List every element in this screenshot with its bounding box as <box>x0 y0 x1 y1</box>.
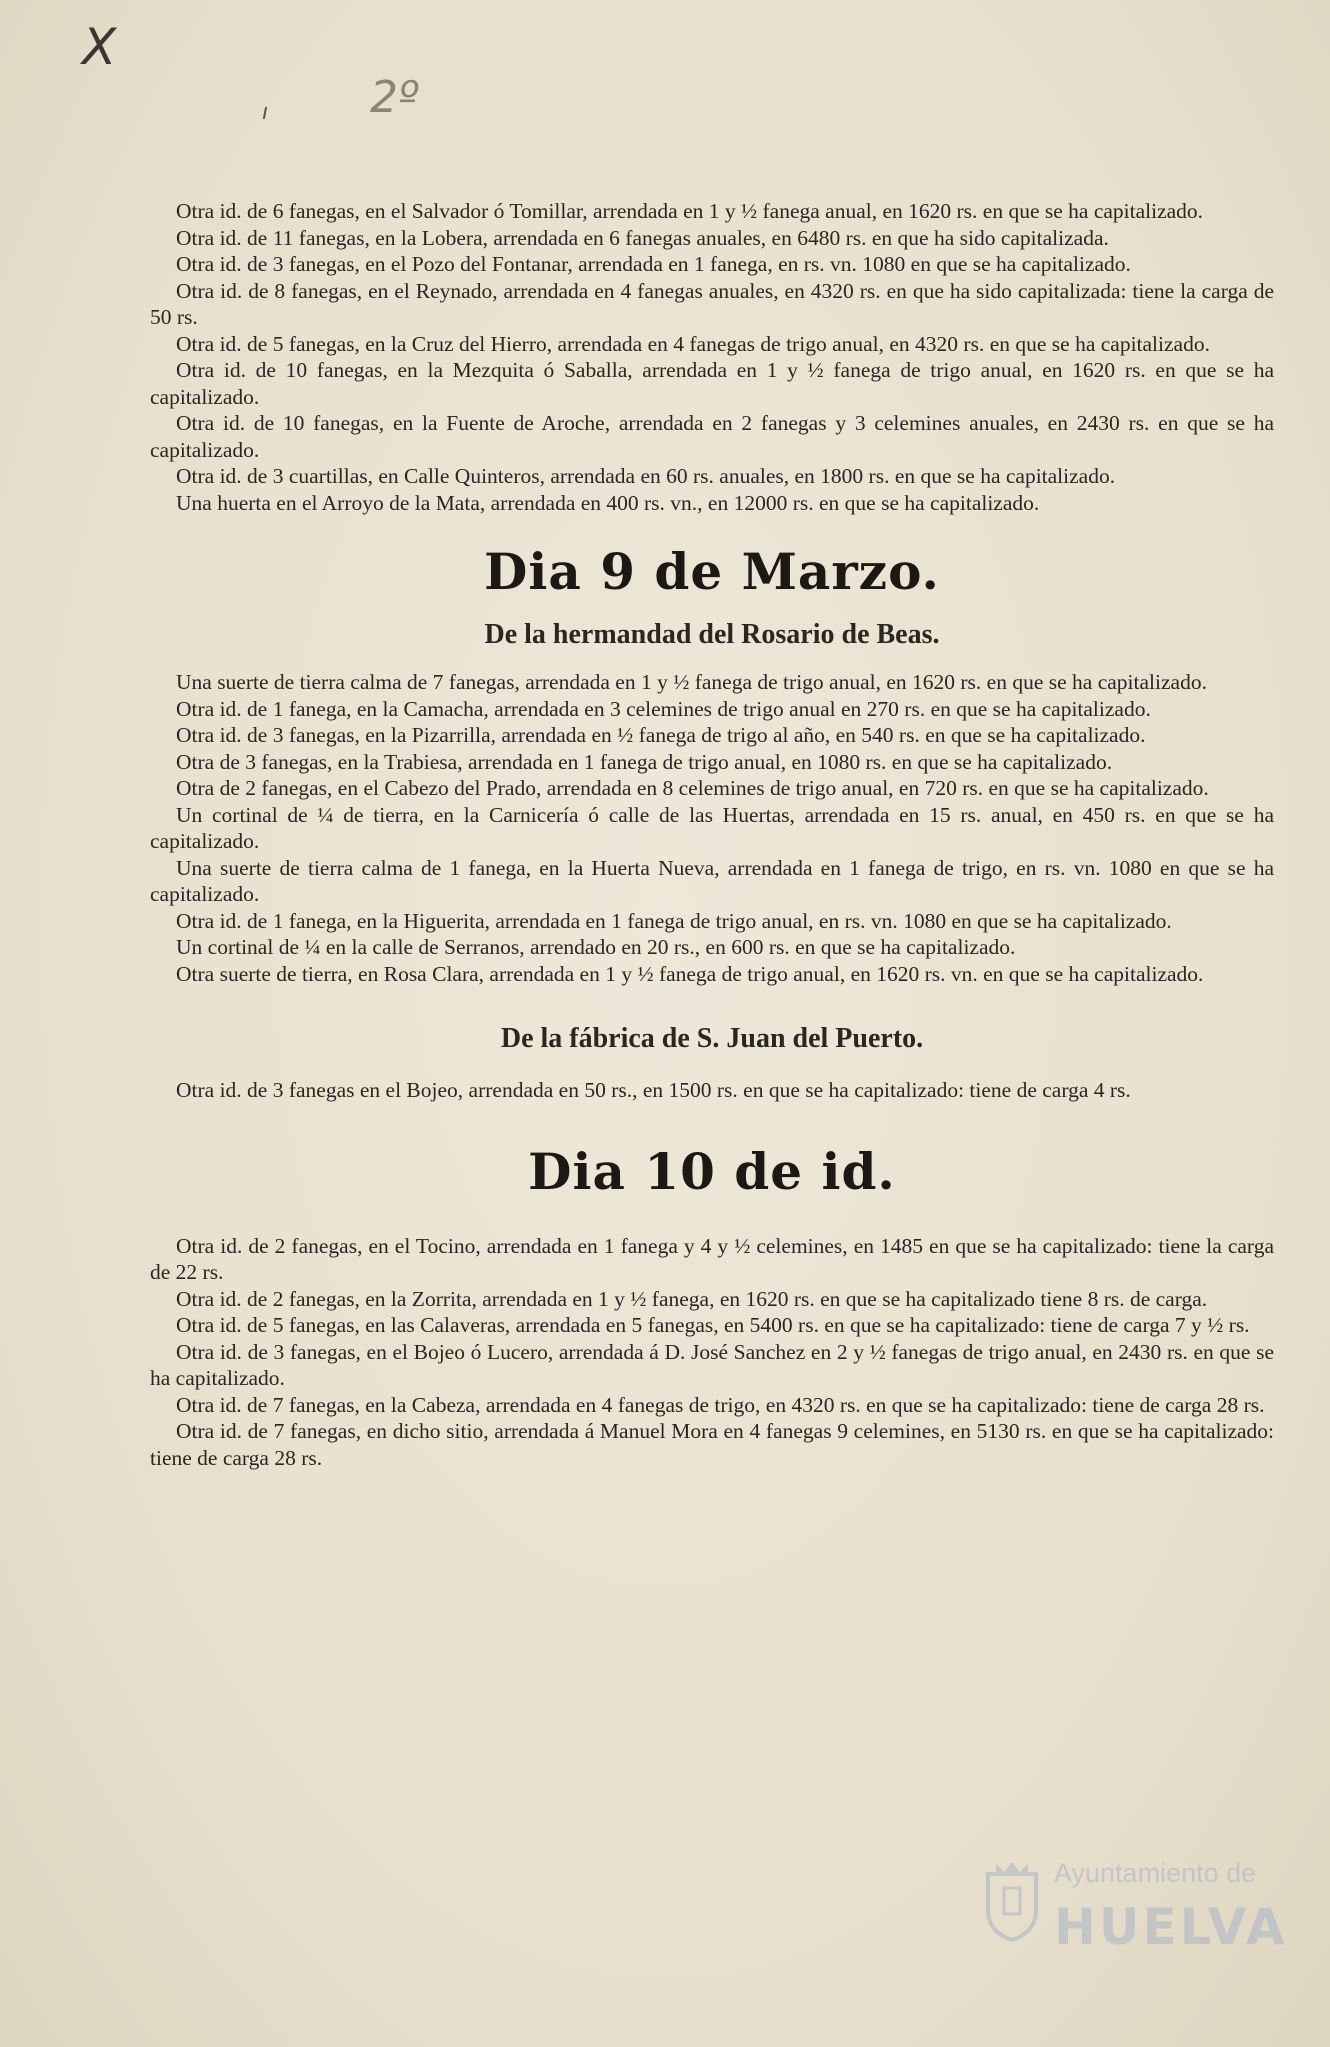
entry: Un cortinal de ¼ de tierra, en la Carnicería ó calle de las Huertas, arrendada en 15 rs. anual, en 450 rs. en que se ha capitalizado. <box>150 802 1274 853</box>
entry: Una suerte de tierra calma de 7 fanegas, arrendada en 1 y ½ fanega de trigo anual, en 1620 rs. en que se ha capitalizado. <box>176 670 1207 694</box>
entry: Otra id. de 2 fanegas, en la Zorrita, arrendada en 1 y ½ fanega, en 1620 rs. en que se ha capitalizado tiene 8 rs. de carga. <box>176 1286 1208 1311</box>
section-heading-rosario-beas: De la hermandad del Rosario de Beas. <box>484 619 940 650</box>
crest-icon <box>982 1860 1042 1942</box>
entry: Una suerte de tierra calma de 1 fanega, en la Huerta Nueva, arrendada en 1 fanega de trigo, en rs. vn. 1080 en que se ha capitalizado. <box>150 855 1274 906</box>
day-heading-10-id: Dia 10 de id. <box>528 1141 896 1201</box>
entry: Otra id. de 6 fanegas, en el Salvador ó Tomillar, arrendada en 1 y ½ fanega anual, en 1620 rs. en que se ha capitalizado. <box>176 199 1204 223</box>
entry: Otra id. de 8 fanegas, en el Reynado, arrendada en 4 fanegas anuales, en 4320 rs. en que ha sido capitalizada: tiene la carga de 50 rs. <box>150 278 1274 329</box>
entry: Otra de 3 fanegas, en la Trabiesa, arrendada en 1 fanega de trigo anual, en 1080 rs. en que se ha capitalizado. <box>176 749 1113 774</box>
document-body <box>150 198 1274 1471</box>
entry: Otra id. de 1 fanega, en la Camacha, arrendada en 3 celemines de trigo anual en 270 rs. en que se ha capitalizado. <box>176 696 1151 721</box>
entry: Otra id. de 5 fanegas, en las Calaveras, arrendada en 5 fanegas, en 5400 rs. en que se ha capitalizado: tiene de carga 7 y ½ rs. <box>176 1313 1250 1337</box>
entry: Otra id. de 3 fanegas, en el Pozo del Fontanar, arrendada en 1 fanega, en rs. vn. 1080 en que se ha capitalizado. <box>176 252 1131 276</box>
day-heading-9-marzo: Dia 9 de Marzo. <box>484 542 940 601</box>
watermark-line2: HUELVA <box>1054 1898 1288 1956</box>
entries-fabrica-san-juan <box>150 1077 1274 1104</box>
handwritten-page-number: 2º <box>370 72 419 123</box>
handwritten-tick-mark: ı <box>262 100 269 125</box>
entry: Otra id. de 3 cuartillas, en Calle Quinteros, arrendada en 60 rs. anuales, en 1800 rs. en que se ha capitalizado. <box>176 464 1116 488</box>
entries-dia-10 <box>150 1233 1274 1472</box>
watermark-line1: Ayuntamiento de <box>1054 1858 1257 1888</box>
entry: Otra suerte de tierra, en Rosa Clara, arrendada en 1 y ½ fanega de trigo anual, en 1620 rs. vn. en que se ha capitalizado. <box>176 961 1204 986</box>
entry: Un cortinal de ¼ en la calle de Serranos, arrendado en 20 rs., en 600 rs. en que se ha capitalizado. <box>176 935 1016 959</box>
entry: Otra id. de 3 fanegas, en el Bojeo ó Lucero, arrendada á D. José Sanchez en 2 y ½ fanegas de trigo anual, en 2430 rs. en que se ha capitalizado. <box>150 1339 1274 1390</box>
entry: Otra id. de 10 fanegas, en la Mezquita ó Saballa, arrendada en 1 y ½ fanega de trigo anual, en 1620 rs. en que se ha capitalizado. <box>150 358 1274 409</box>
section-heading-fabrica-san-juan: De la fábrica de S. Juan del Puerto. <box>500 1023 924 1054</box>
entry: Otra de 2 fanegas, en el Cabezo del Prado, arrendada en 8 celemines de trigo anual, en 720 rs. en que se ha capitalizado. <box>176 776 1209 800</box>
entry: Otra id. de 7 fanegas, en dicho sitio, arrendada á Manuel Mora en 4 fanegas 9 celemines, en 5130 rs. en que se ha capitalizado: tiene de carga 28 rs. <box>150 1419 1274 1470</box>
entry: Otra id. de 5 fanegas, en la Cruz del Hierro, arrendada en 4 fanegas de trigo anual, en 4320 rs. en que se ha capitalizado. <box>176 331 1210 356</box>
entry: Una huerta en el Arroyo de la Mata, arrendada en 400 rs. vn., en 12000 rs. en que se ha capitalizado. <box>176 490 1040 515</box>
entry: Otra id. de 7 fanegas, en la Cabeza, arrendada en 4 fanegas de trigo, en 4320 rs. en que se ha capitalizado: tiene de carga 28 rs. <box>176 1392 1265 1417</box>
entry: Otra id. de 3 fanegas, en la Pizarrilla, arrendada en ½ fanega de trigo al año, en 540 rs. en que se ha capitalizado. <box>176 723 1146 747</box>
entries-block-1 <box>150 198 1274 516</box>
handwritten-x-mark: X <box>82 18 117 76</box>
entry: Otra id. de 3 fanegas en el Bojeo, arrendada en 50 rs., en 1500 rs. en que se ha capitalizado: tiene de carga 4 rs. <box>176 1078 1131 1102</box>
entry: Otra id. de 1 fanega, en la Higuerita, arrendada en 1 fanega de trigo anual, en rs. vn. 1080 en que se ha capitalizado. <box>176 908 1172 933</box>
entries-rosario-beas <box>150 669 1274 987</box>
entry: Otra id. de 2 fanegas, en el Tocino, arrendada en 1 fanega y 4 y ½ celemines, en 1485 en que se ha capitalizado: tiene la carga de 22 rs. <box>150 1233 1274 1284</box>
entry: Otra id. de 11 fanegas, en la Lobera, arrendada en 6 fanegas anuales, en 6480 rs. en que ha sido capitalizada. <box>176 225 1109 250</box>
entry: Otra id. de 10 fanegas, en la Fuente de Aroche, arrendada en 2 fanegas y 3 celemines anuales, en 2430 rs. en que se ha capitalizado. <box>150 411 1274 462</box>
ayuntamiento-huelva-watermark <box>962 1850 1288 1980</box>
